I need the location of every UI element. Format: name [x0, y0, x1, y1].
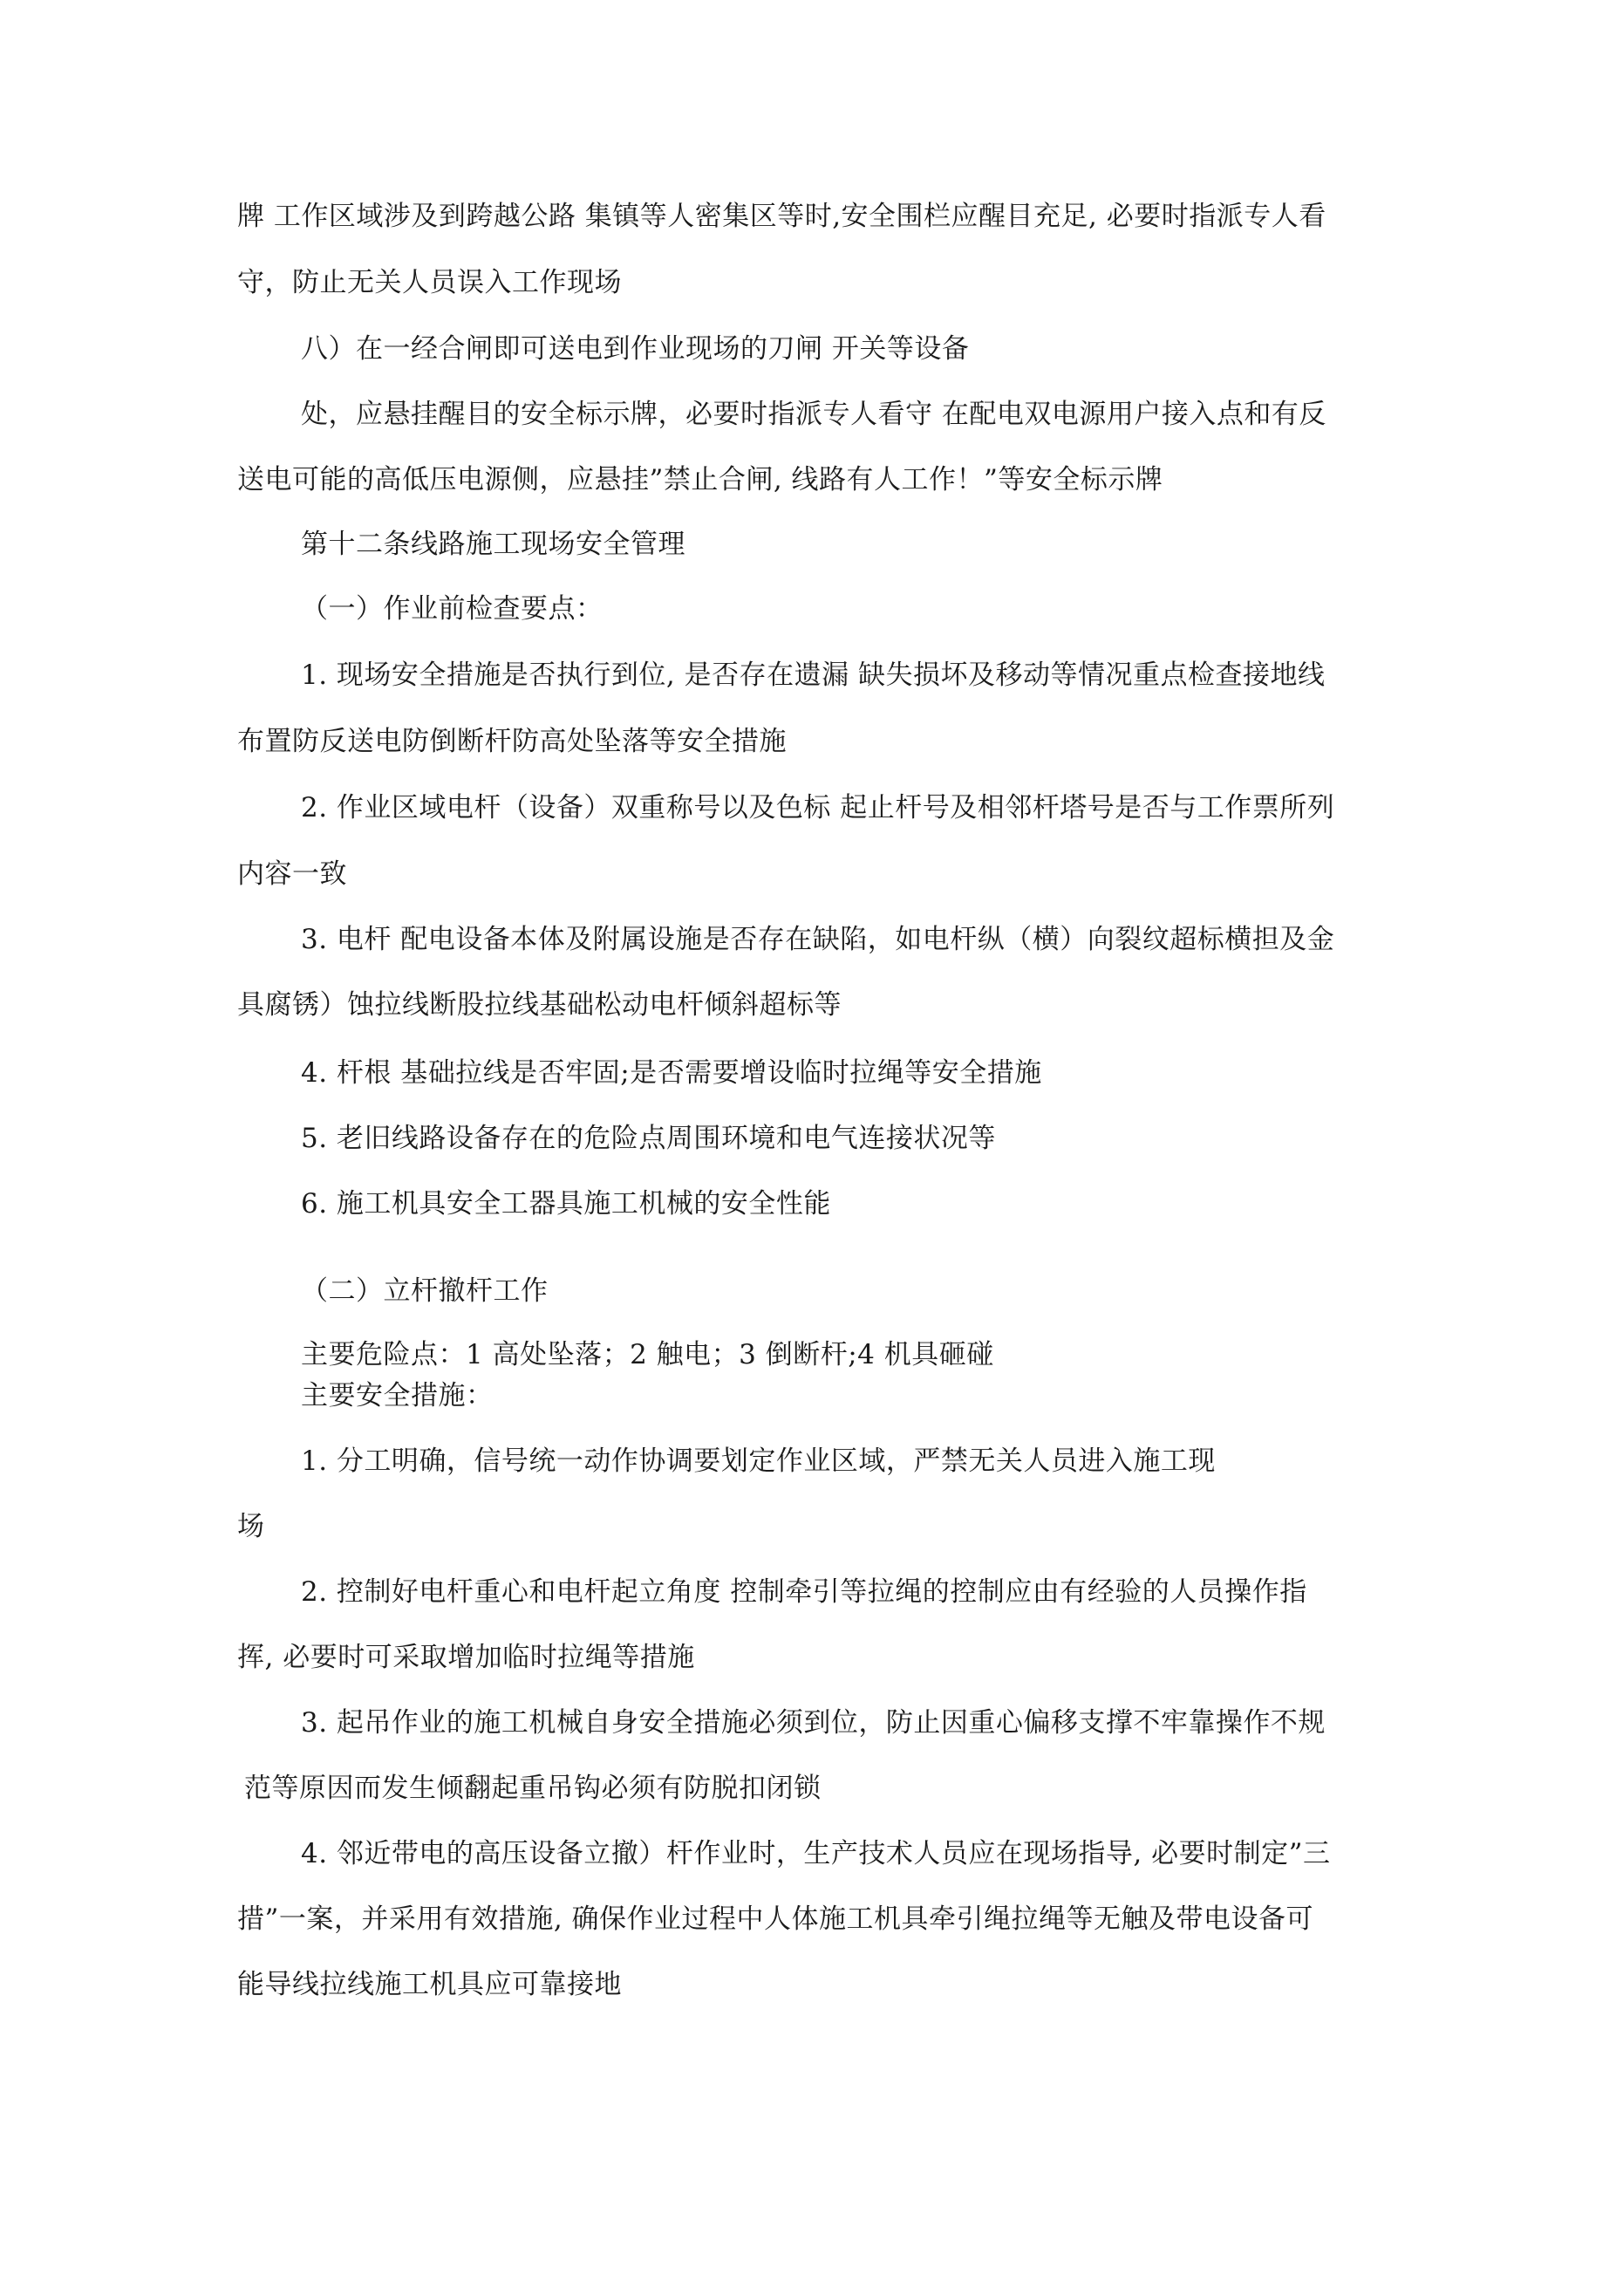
text-line: 1. 分工明确，信号统一动作协调要划定作业区域，严禁无关人员进入施工现: [301, 1445, 1216, 1477]
text-line: 主要安全措施：: [301, 1380, 494, 1411]
text-line: 内容一致: [237, 858, 347, 890]
text-line: 能导线拉线施工机具应可靠接地: [237, 1969, 622, 2000]
text-line: 6. 施工机具安全工器具施工机械的安全性能: [301, 1188, 831, 1220]
text-line: 2. 作业区域电杆（设备）双重称号以及色标 起止杆号及相邻杆塔号是否与工作票所列: [301, 792, 1335, 823]
subsection-heading: （一）作业前检查要点：: [301, 593, 604, 625]
text-line: 2. 控制好电杆重心和电杆起立角度 控制牵引等拉绳的控制应由有经验的人员操作指: [301, 1576, 1307, 1608]
text-line: 4. 杆根 基础拉线是否牢固;是否需要增设临时拉绳等安全措施: [301, 1057, 1042, 1089]
text-line: 牌 工作区域涉及到跨越公路 集镇等人密集区等时,安全围栏应醒目充足, 必要时指派专人看: [237, 201, 1326, 232]
subsection-heading: （二）立杆撤杆工作: [301, 1275, 549, 1307]
text-line: 挥, 必要时可采取增加临时拉绳等措施: [237, 1642, 695, 1673]
text-line: 处，应悬挂醒目的安全标示牌，必要时指派专人看守 在配电双电源用户接入点和有反: [301, 399, 1326, 430]
text-line: 八）在一经合闸即可送电到作业现场的刀闸 开关等设备: [301, 333, 970, 365]
text-line: 布置防反送电防倒断杆防高处坠落等安全措施: [237, 726, 787, 757]
text-line: 具腐锈）蚀拉线断股拉线基础松动电杆倾斜超标等: [237, 989, 842, 1021]
section-heading: 第十二条线路施工现场安全管理: [301, 529, 685, 560]
text-line: 5. 老旧线路设备存在的危险点周围环境和电气连接状况等: [301, 1123, 996, 1154]
text-line: 主要危险点：1 高处坠落；2 触电；3 倒断杆;4 机具砸碰: [301, 1339, 994, 1370]
text-line: 1. 现场安全措施是否执行到位, 是否存在遗漏 缺失损坏及移动等情况重点检查接地线: [301, 659, 1326, 691]
text-line: 守，防止无关人员误入工作现场: [237, 267, 622, 298]
text-line: 范等原因而发生倾翻起重吊钩必须有防脱扣闭锁: [244, 1773, 822, 1804]
text-line: 4. 邻近带电的高压设备立撤）杆作业时，生产技术人员应在现场指导, 必要时制定”三: [301, 1838, 1331, 1869]
text-line: 3. 起吊作业的施工机械自身安全措施必须到位，防止因重心偏移支撑不牢靠操作不规: [301, 1707, 1326, 1739]
text-line: 送电可能的高低压电源侧，应悬挂”禁止合闸, 线路有人工作！”等安全标示牌: [237, 464, 1163, 495]
text-line: 3. 电杆 配电设备本体及附属设施是否存在缺陷，如电杆纵（横）向裂纹超标横担及金: [301, 924, 1335, 955]
text-line: 场: [237, 1511, 265, 1542]
text-line: 措”一案，并采用有效措施, 确保作业过程中人体施工机具牵引绳拉绳等无触及带电设备可: [237, 1903, 1314, 1935]
